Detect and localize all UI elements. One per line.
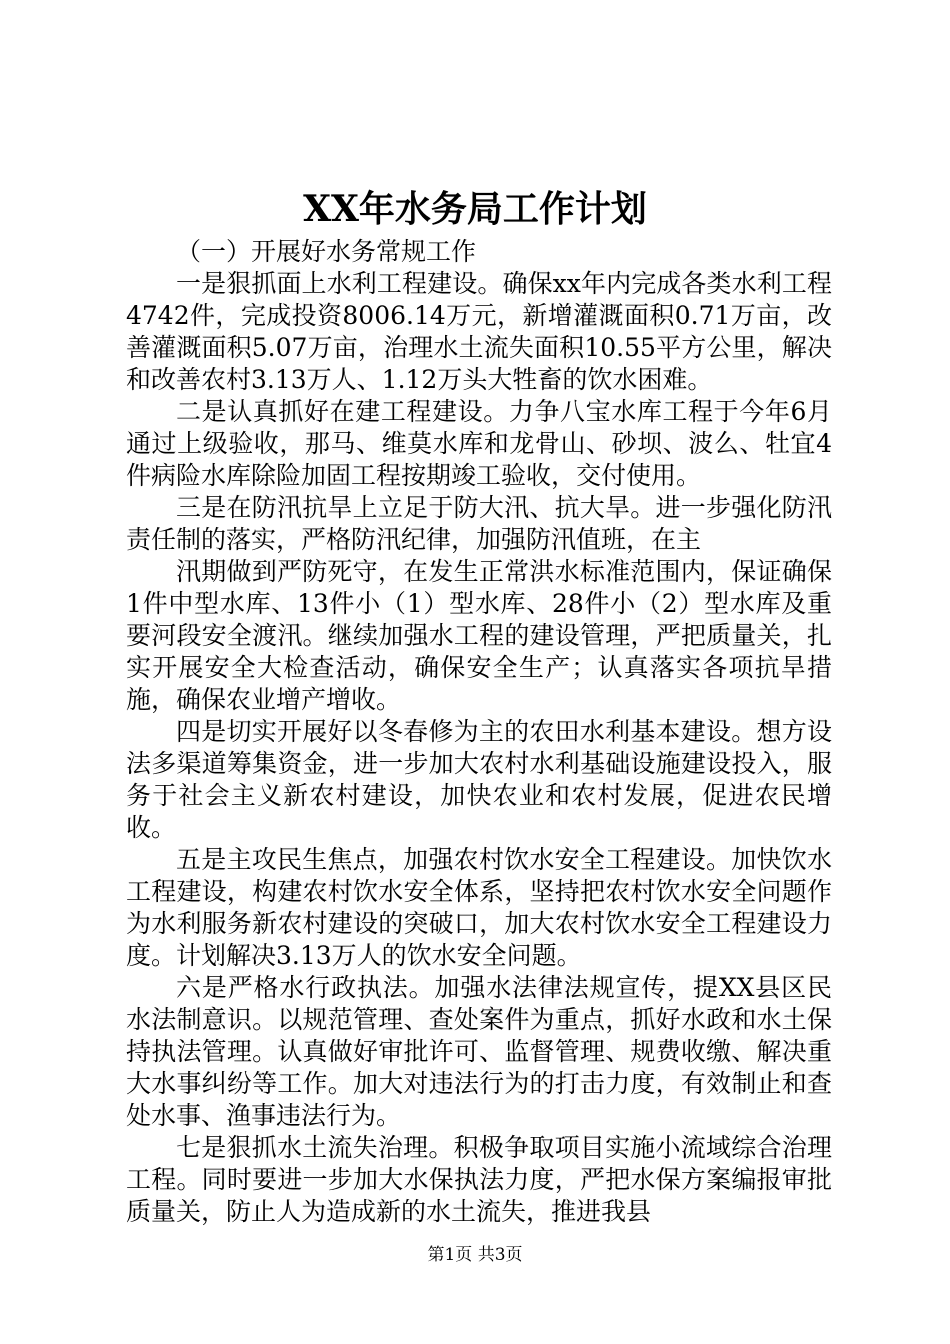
paragraph-2: 二是认真抓好在建工程建设。力争八宝水库工程于今年6月通过上级验收，那马、维莫水库和龙骨山、砂坝、波么、牡宜4件病险水库除险加固工程按期竣工验收，交付使用。 bbox=[126, 397, 832, 490]
document-body bbox=[126, 236, 832, 1228]
paragraph-3: 三是在防汛抗旱上立足于防大汛、抗大旱。进一步强化防汛责任制的落实，严格防汛纪律，加强防汛值班，在主 bbox=[126, 493, 832, 554]
document-title: XX年水务局工作计划 bbox=[303, 188, 647, 230]
paragraph-1: 一是狠抓面上水利工程建设。确保xx年内完成各类水利工程4742件，完成投资8006.14万元，新增灌溉面积0.71万亩，改善灌溉面积5.07万亩，治理水土流失面积10.55平方公里，解决和改善农村3.13万人、1.12万头大牲畜的饮水困难。 bbox=[126, 269, 832, 394]
page-footer: 第1页 共3页 bbox=[427, 1245, 523, 1265]
paragraph-7: 七是狠抓水土流失治理。积极争取项目实施小流域综合治理工程。同时要进一步加大水保执法力度，严把水保方案编报审批质量关，防止人为造成新的水土流失，推进我县 bbox=[126, 1133, 832, 1226]
paragraph-6: 六是严格水行政执法。加强水法律法规宣传，提XX县区民水法制意识。以规范管理、查处案件为重点，抓好水政和水土保持执法管理。认真做好审批许可、监督管理、规费收缴、解决重大水事纠纷等工作。加大对违法行为的打击力度，有效制止和查处水事、渔事违法行为。 bbox=[126, 973, 832, 1130]
section-heading: （一）开展好水务常规工作 bbox=[176, 237, 477, 266]
paragraph-4: 四是切实开展好以冬春修为主的农田水利基本建设。想方设法多渠道筹集资金，进一步加大农村水利基础设施建设投入，服务于社会主义新农村建设，加快农业和农村发展，促进农民增收。 bbox=[126, 717, 832, 842]
paragraph-3-continued: 汛期做到严防死守，在发生正常洪水标准范围内，保证确保1件中型水库、13件小（1）型水库、28件小（2）型水库及重要河段安全渡汛。继续加强水工程的建设管理，严把质量关，扎实开展安全大检查活动，确保安全生产；认真落实各项抗旱措施，确保农业增产增收。 bbox=[126, 557, 832, 714]
paragraph-5: 五是主攻民生焦点，加强农村饮水安全工程建设。加快饮水工程建设，构建农村饮水安全体系，坚持把农村饮水安全问题作为水利服务新农村建设的突破口，加大农村饮水安全工程建设力度。计划解决3.13万人的饮水安全问题。 bbox=[126, 845, 832, 970]
